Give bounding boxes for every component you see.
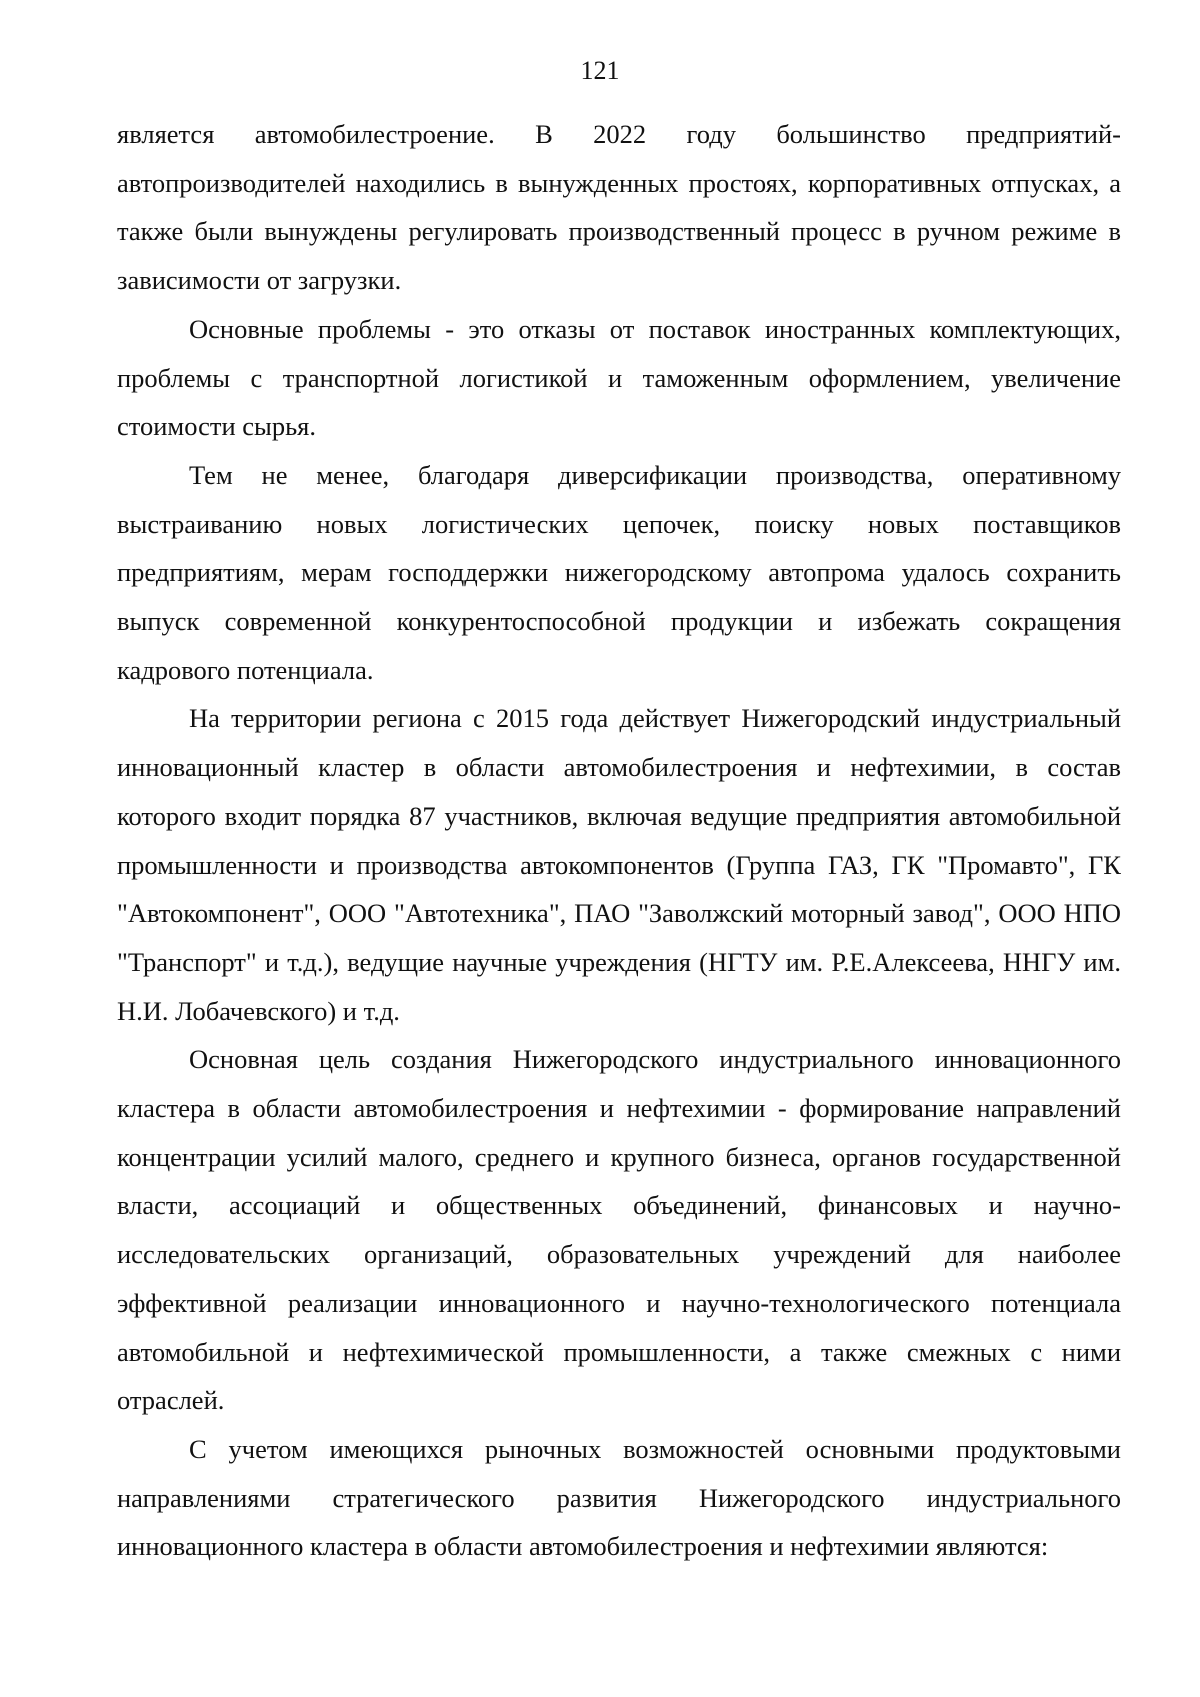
paragraph-6: С учетом имеющихся рыночных возможностей основными продуктовыми направлениями стратегического развития Нижегородского индустриального инновационного кластера в области автомобилестроения и нефтехимии являются: [117,1433,1121,1562]
paragraph-5: Основная цель создания Нижегородского индустриального инновационного кластера в области автомобилестроения и нефтехимии - формирование направлений концентрации усилий малого, среднего и крупного бизнеса, органов государственной власти, ассоциаций и общественных объединений, финансовых и научно-исследовательских организаций, образовательных учреждений для наиболее эффективной реализации инновационного и научно-технологического потенциала автомобильной и нефтехимической промышленности, а также смежных с ними отраслей. [117,1044,1121,1416]
paragraph-1: является автомобилестроение. В 2022 году большинство предприятий-автопроизводителей находились в вынужденных простоях, корпоративных отпусках, а также были вынуждены регулировать производственный процесс в ручном режиме в зависимости от загрузки. [117,119,1121,296]
body-text [117,110,1121,1571]
paragraph-4: На территории региона с 2015 года действует Нижегородский индустриальный инновационный кластер в области автомобилестроения и нефтехимии, в состав которого входит порядка 87 участников, включая ведущие предприятия автомобильной промышленности и производства автокомпонентов (Группа ГАЗ, ГК "Промавто", ГК "Автокомпонент", ООО "Автотехника", ПАО "Заволжский моторный завод", ООО НПО "Транспорт" и т.д.), ведущие научные учреждения (НГТУ им. Р.Е.Алексеева, ННГУ им. Н.И. Лобачевского) и т.д. [117,703,1121,1026]
paragraph-3: Тем не менее, благодаря диверсификации производства, оперативному выстраиванию новых логистических цепочек, поиску новых поставщиков предприятиям, мерам господдержки нижегородскому автопрома удалось сохранить выпуск современной конкурентоспособной продукции и избежать сокращения кадрового потенциала. [117,459,1121,685]
page-number: 121 [580,56,620,85]
paragraph-2: Основные проблемы - это отказы от поставок иностранных комплектующих, проблемы с транспортной логистикой и таможенным оформлением, увеличение стоимости сырья. [117,313,1121,442]
